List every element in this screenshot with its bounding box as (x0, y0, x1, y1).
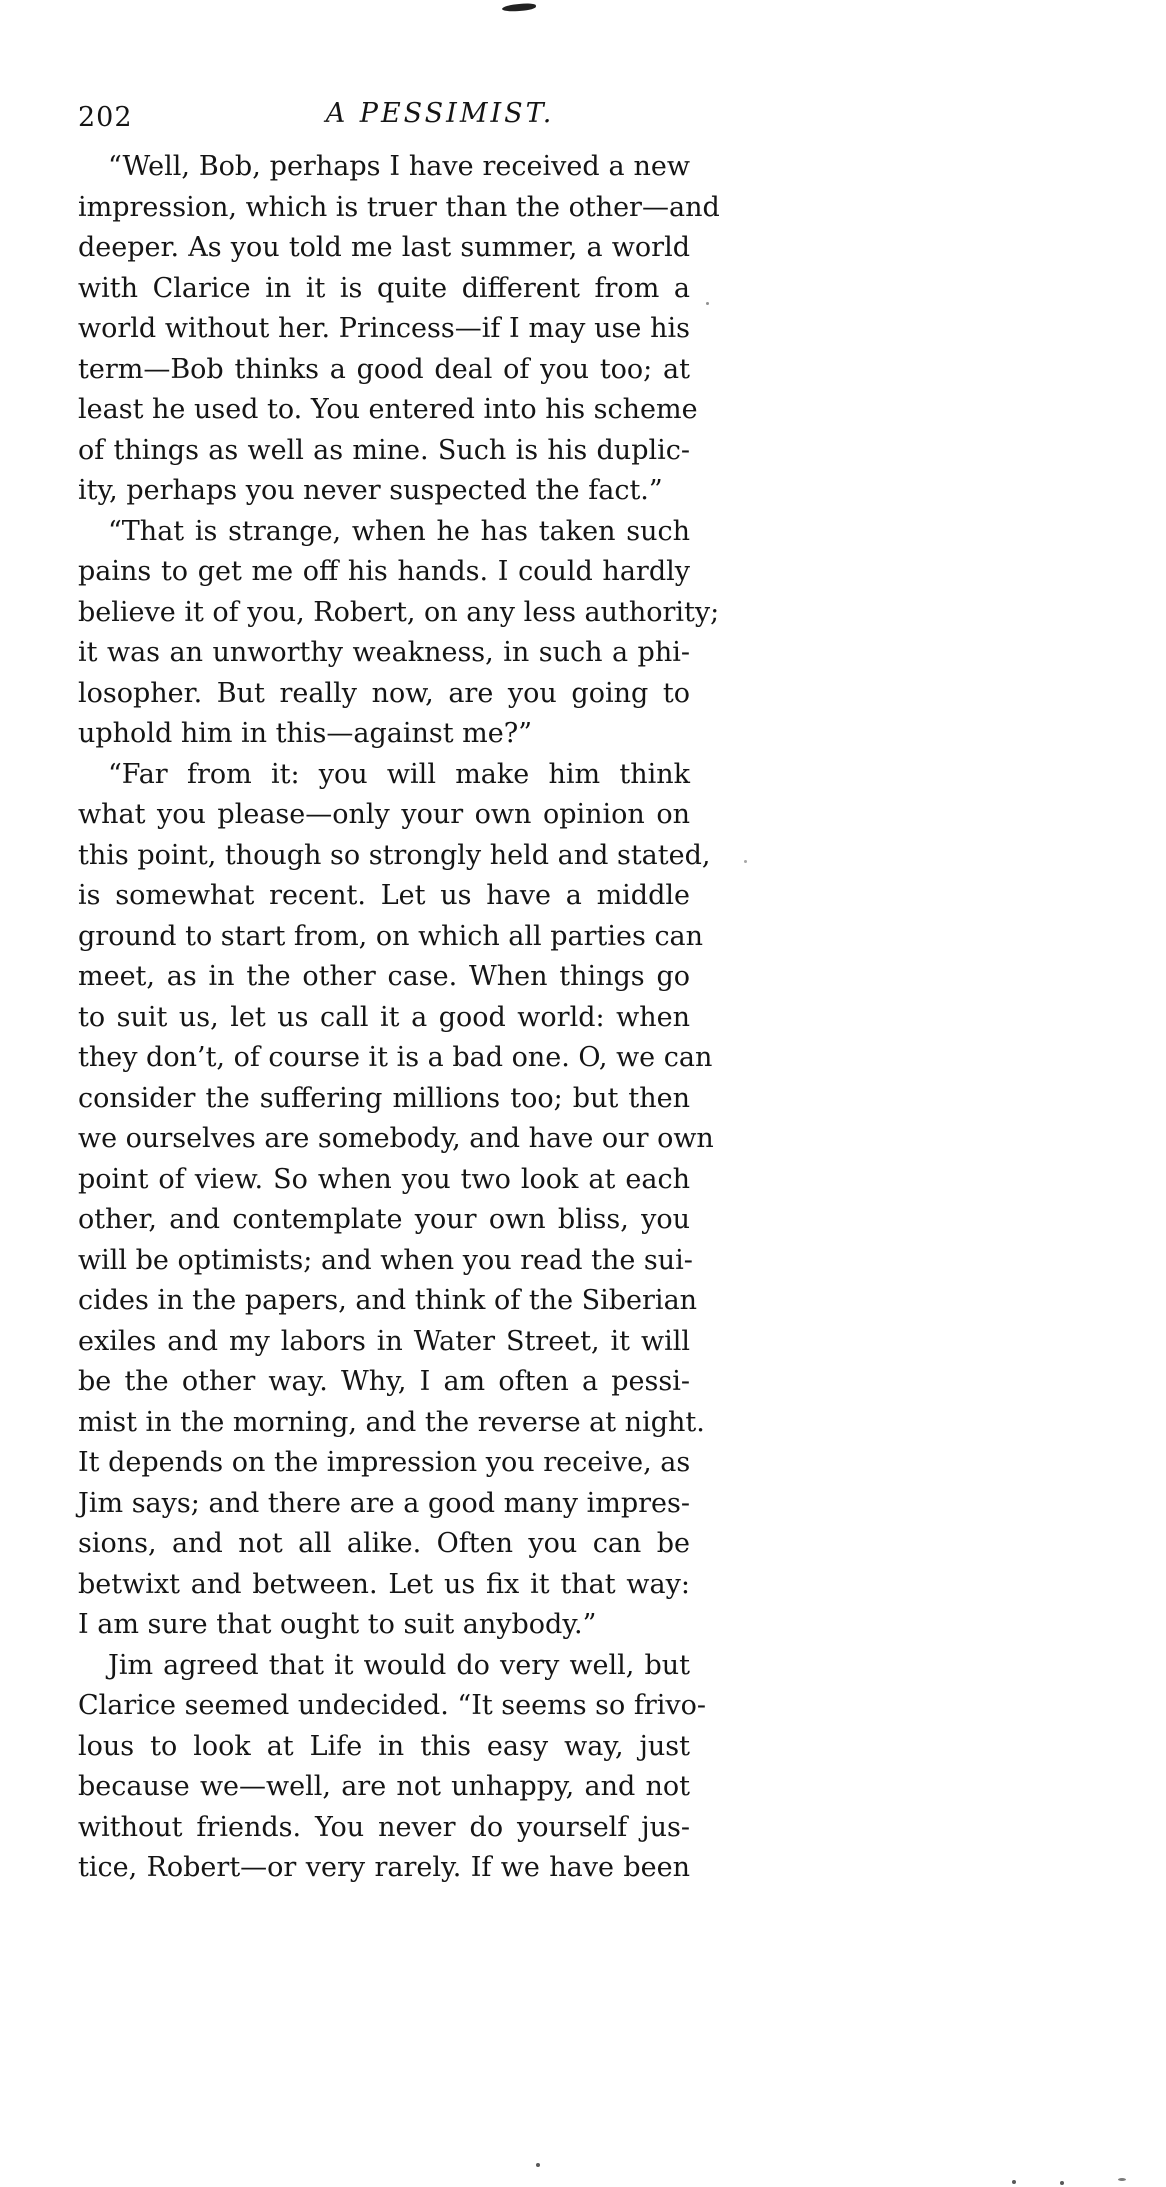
text-line: is somewhat recent. Let us have a middle (78, 880, 690, 911)
text-line: lous to look at Life in this easy way, just (78, 1730, 690, 1762)
text-line: sions, and not all alike. Often you can be (78, 1528, 690, 1559)
scan-speck (1012, 2180, 1016, 2184)
text-line: uphold him in this—against me?” (78, 718, 533, 749)
text-line: term—Bob thinks a good deal of you too; at (78, 353, 690, 385)
text-line: world without her. Princess—if I may use his (78, 313, 690, 344)
page-number: 202 (78, 102, 133, 133)
text-line: Clarice seemed undecided. “It seems so frivo- (78, 1690, 707, 1721)
text-line: with Clarice in it is quite different from a (78, 272, 690, 304)
text-line: to suit us, let us call it a good world: when (78, 1001, 690, 1033)
text-line: Jim agreed that it would do very well, but (108, 1649, 690, 1681)
text-line: of things as well as mine. Such is his duplic- (78, 434, 690, 466)
scan-speck (1118, 2178, 1126, 2181)
chapter-title: A PESSIMIST. (325, 98, 555, 129)
text-line: Jim says; and there are a good many impres- (78, 1487, 690, 1519)
text-line: other, and contemplate your own bliss, you (78, 1204, 690, 1235)
text-line: “Far from it: you will make him think (108, 758, 690, 790)
text-line: cides in the papers, and think of the Siberian (78, 1285, 698, 1316)
text-line: betwixt and between. Let us fix it that way: (78, 1568, 690, 1600)
text-line: impression, which is truer than the other—and (78, 191, 720, 223)
running-header (0, 98, 1166, 138)
ink-blot-artifact (502, 3, 536, 12)
text-line: mist in the morning, and the reverse at night. (78, 1406, 705, 1438)
scan-speck (744, 860, 747, 863)
text-line: “Well, Bob, perhaps I have received a new (108, 151, 690, 182)
text-line: ground to start from, on which all parties can (78, 920, 704, 952)
text-line: tice, Robert—or very rarely. If we have been (78, 1852, 690, 1883)
text-line: losopher. But really now, are you going to (78, 677, 690, 709)
text-line: this point, though so strongly held and stated, (78, 839, 711, 871)
text-line: we ourselves are somebody, and have our own (78, 1123, 714, 1154)
text-line: ity, perhaps you never suspected the fact.” (78, 475, 663, 506)
text-line: pains to get me off his hands. I could hardly (78, 556, 690, 587)
scan-speck (1060, 2181, 1064, 2185)
text-line: they don’t, of course it is a bad one. O, we can (78, 1042, 713, 1073)
text-line: exiles and my labors in Water Street, it will (78, 1325, 690, 1357)
scan-speck (706, 302, 709, 305)
text-line: be the other way. Why, I am often a pessi- (78, 1366, 690, 1397)
text-line: will be optimists; and when you read the sui- (78, 1244, 693, 1276)
text-line: point of view. So when you two look at each (78, 1163, 690, 1195)
text-line: without friends. You never do yourself jus- (78, 1811, 690, 1843)
scan-speck (536, 2163, 540, 2167)
text-block (78, 147, 720, 1889)
text-line: deeper. As you told me last summer, a world (78, 232, 690, 263)
text-line: consider the suffering millions too; but then (78, 1082, 690, 1114)
text-line: believe it of you, Robert, on any less authority; (78, 596, 720, 628)
text-line: because we—well, are not unhappy, and not (78, 1771, 690, 1802)
text-line: least he used to. You entered into his scheme (78, 394, 698, 425)
text-line: It depends on the impression you receive, as (78, 1447, 691, 1478)
text-line: “That is strange, when he has taken such (108, 515, 690, 547)
text-line: I am sure that ought to suit anybody.” (78, 1609, 597, 1640)
text-line: meet, as in the other case. When things go (78, 961, 690, 992)
text-line: what you please—only your own opinion on (78, 799, 690, 830)
text-line: it was an unworthy weakness, in such a phi- (78, 637, 690, 668)
